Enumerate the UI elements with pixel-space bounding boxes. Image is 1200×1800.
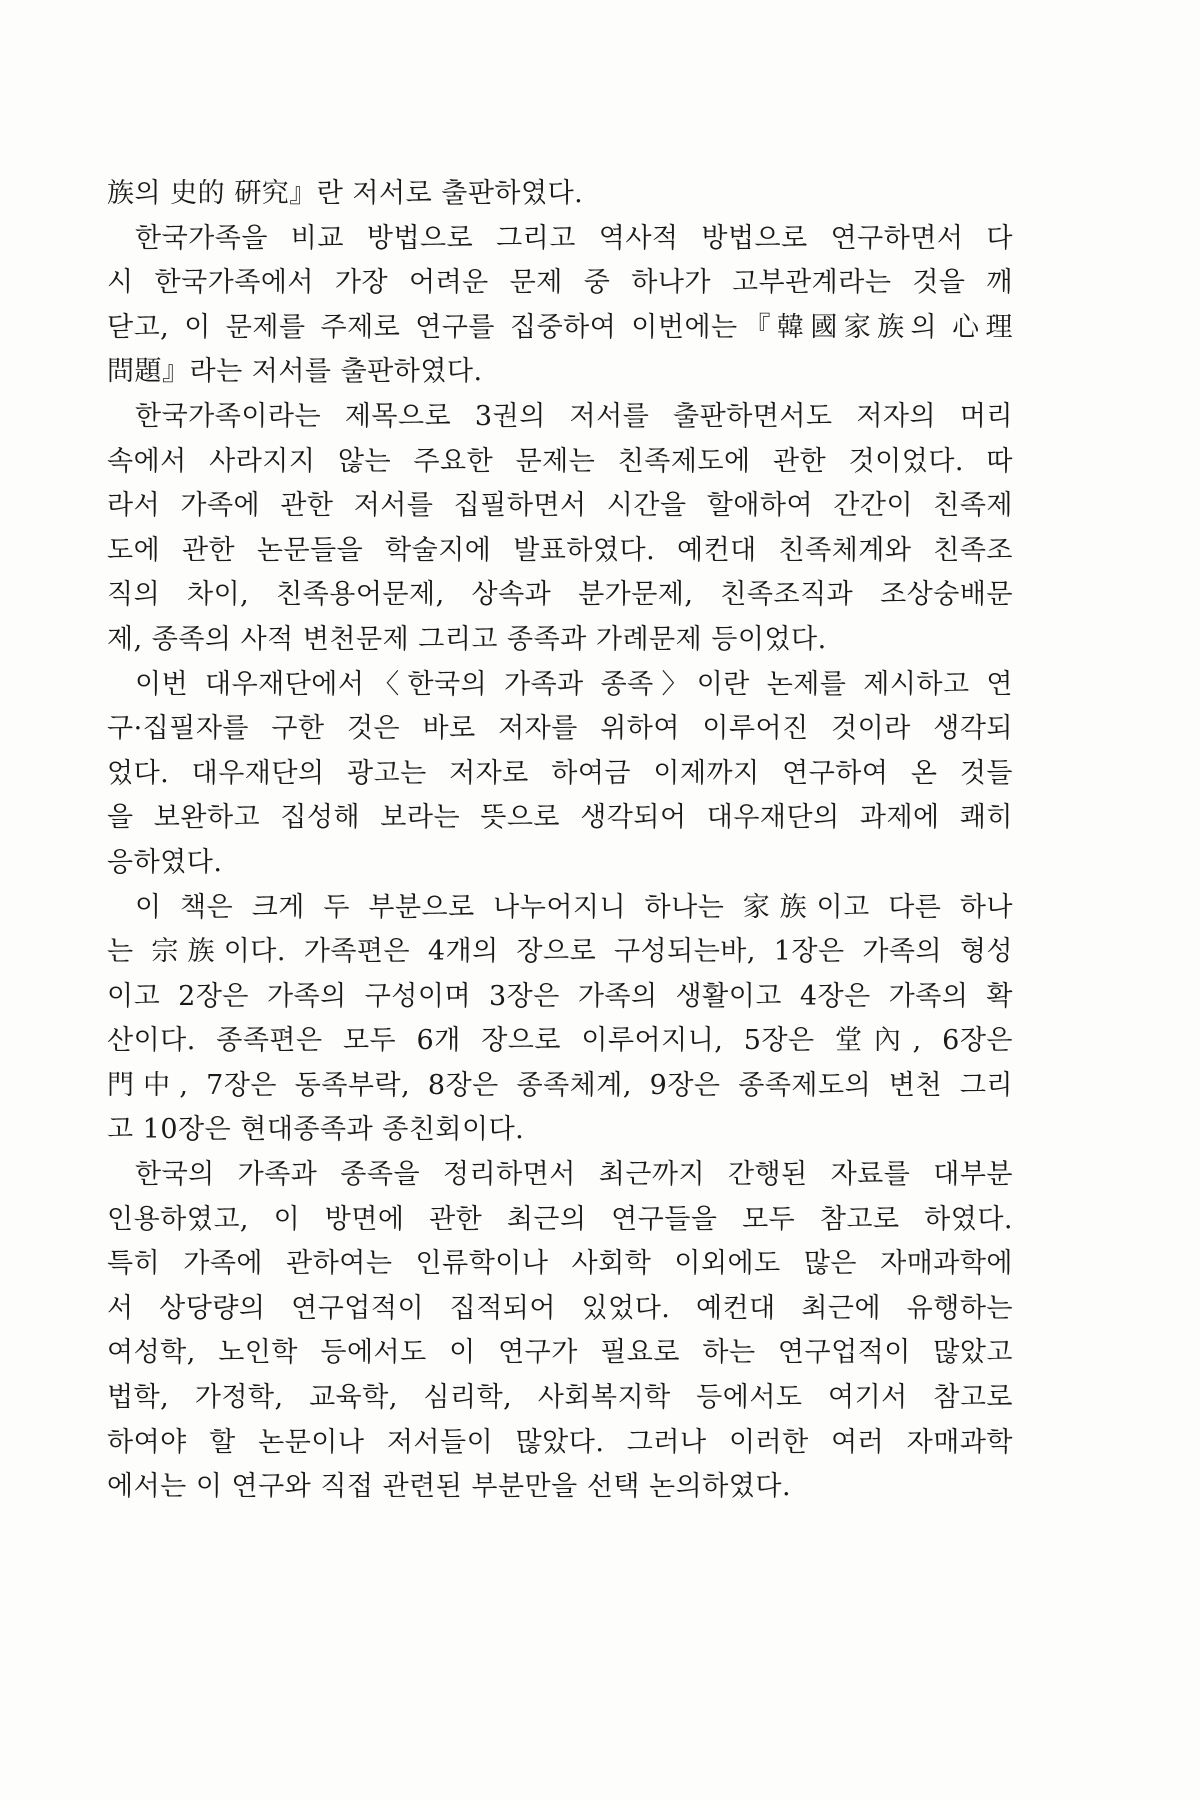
text-line: 는 宗族이다. 가족편은 4개의 장으로 구성되는바, 1장은 가족의 형성 bbox=[107, 936, 1013, 968]
text-line: 제, 종족의 사적 변천문제 그리고 종족과 가례문제 등이었다. bbox=[107, 623, 827, 655]
text-line: 닫고, 이 문제를 주제로 연구를 집중하여 이번에는『韓國家族의 心理 bbox=[107, 311, 1013, 343]
text-line: 인용하였고, 이 방면에 관한 최근의 연구들을 모두 참고로 하였다. bbox=[107, 1203, 1013, 1235]
text-line: 이 책은 크게 두 부분으로 나누어지니 하나는 家族이고 다른 하나 bbox=[135, 891, 1013, 923]
text-line: 門中, 7장은 동족부락, 8장은 종족체계, 9장은 종족제도의 변천 그리 bbox=[107, 1069, 1013, 1101]
body-text bbox=[107, 172, 1013, 1510]
text-line: 법학, 가정학, 교육학, 심리학, 사회복지학 등에서도 여기서 참고로 bbox=[107, 1382, 1013, 1414]
text-line: 族의 史的 硏究』란 저서로 출판하였다. bbox=[107, 178, 584, 209]
text-line: 도에 관한 논문들을 학술지에 발표하였다. 예컨대 친족체계와 친족조 bbox=[107, 534, 1013, 566]
text-line: 問題』라는 저서를 출판하였다. bbox=[107, 356, 483, 388]
text-line: 하여야 할 논문이나 저서들이 많았다. 그러나 이러한 여러 자매과학 bbox=[107, 1426, 1013, 1458]
text-line: 시 한국가족에서 가장 어려운 문제 중 하나가 고부관계라는 것을 깨 bbox=[107, 267, 1013, 299]
text-line: 직의 차이, 친족용어문제, 상속과 분가문제, 친족조직과 조상숭배문 bbox=[107, 579, 1013, 611]
text-line: 특히 가족에 관하여는 인류학이나 사회학 이외에도 많은 자매과학에 bbox=[107, 1248, 1013, 1280]
text-line: 이번 대우재단에서〈한국의 가족과 종족〉이란 논제를 제시하고 연 bbox=[135, 668, 1013, 700]
text-line: 응하였다. bbox=[107, 846, 223, 878]
text-line: 한국의 가족과 종족을 정리하면서 최근까지 간행된 자료를 대부분 bbox=[135, 1159, 1013, 1191]
text-line: 한국가족을 비교 방법으로 그리고 역사적 방법으로 연구하면서 다 bbox=[135, 222, 1013, 254]
text-line: 에서는 이 연구와 직접 관련된 부분만을 선택 논의하였다. bbox=[107, 1471, 792, 1503]
text-line: 었다. 대우재단의 광고는 저자로 하여금 이제까지 연구하여 온 것들 bbox=[107, 757, 1013, 789]
text-line: 여성학, 노인학 등에서도 이 연구가 필요로 하는 연구업적이 많았고 bbox=[107, 1337, 1013, 1369]
text-line: 이고 2장은 가족의 구성이며 3장은 가족의 생활이고 4장은 가족의 확 bbox=[107, 980, 1013, 1012]
text-line: 서 상당량의 연구업적이 집적되어 있었다. 예컨대 최근에 유행하는 bbox=[107, 1292, 1013, 1324]
text-line: 을 보완하고 집성해 보라는 뜻으로 생각되어 대우재단의 과제에 쾌히 bbox=[107, 802, 1013, 834]
text-line: 라서 가족에 관한 저서를 집필하면서 시간을 할애하여 간간이 친족제 bbox=[107, 490, 1013, 522]
text-line: 구·집필자를 구한 것은 바로 저자를 위하여 이루어진 것이라 생각되 bbox=[107, 713, 1013, 745]
text-line: 한국가족이라는 제목으로 3권의 저서를 출판하면서도 저자의 머리 bbox=[135, 400, 1013, 432]
text-line: 고 10장은 현대종족과 종친회이다. bbox=[107, 1114, 525, 1146]
text-line: 산이다. 종족편은 모두 6개 장으로 이루어지니, 5장은 堂內, 6장은 bbox=[107, 1025, 1013, 1057]
text-line: 속에서 사라지지 않는 주요한 문제는 친족제도에 관한 것이었다. 따 bbox=[107, 445, 1013, 477]
